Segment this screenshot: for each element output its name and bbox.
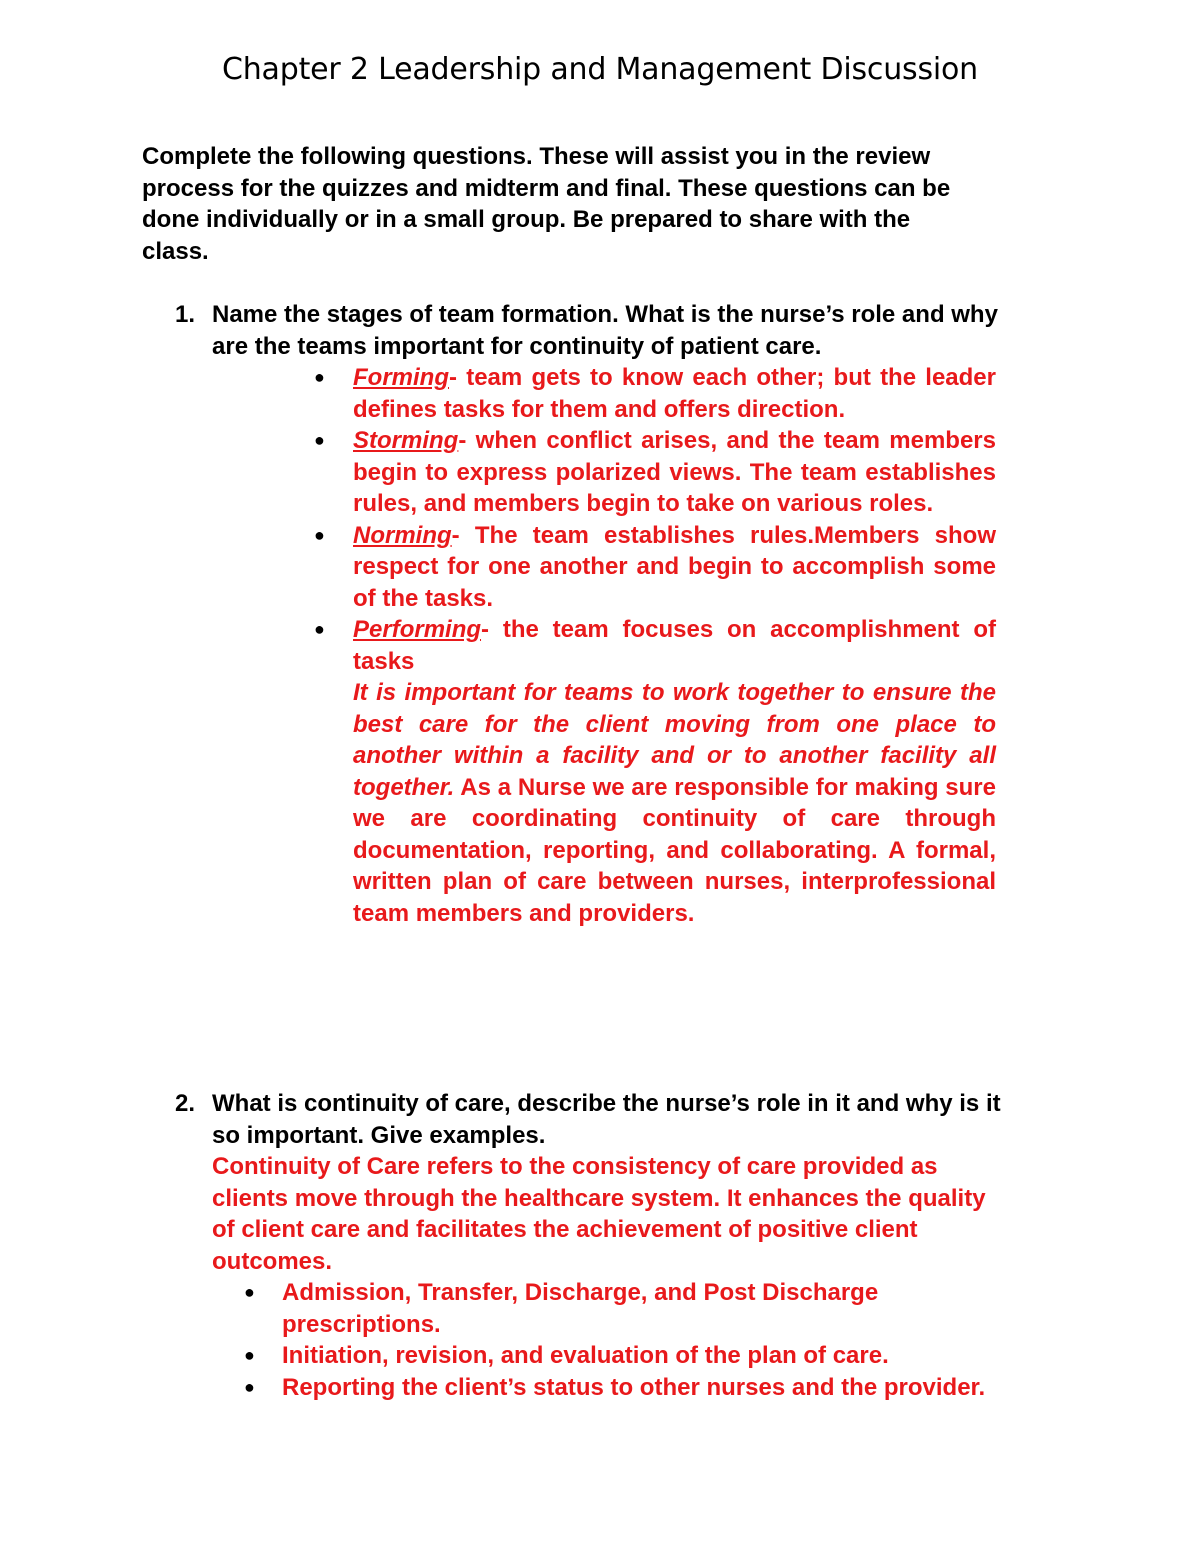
example-text: Reporting the client’s status to other nurses and the provider. — [282, 1373, 986, 1401]
list-item — [314, 614, 996, 929]
stage-term: Forming — [353, 364, 449, 391]
list-item — [314, 520, 996, 615]
list-item — [244, 1277, 1002, 1340]
example-text: Admission, Transfer, Discharge, and Post Discharge prescriptions. — [282, 1279, 879, 1338]
list-item — [244, 1372, 1002, 1404]
stage-term: Norming — [353, 521, 452, 549]
bullet-dot-icon: ● — [244, 1376, 255, 1397]
question-number: 2. — [175, 1090, 196, 1117]
stage-description: - The team establishes rules.Members show respect for one another and begin to accomplish some of the tasks. — [353, 521, 996, 612]
list-item — [244, 1340, 1002, 1372]
question-text: Name the stages of team formation. What is the nurse’s role and why are the teams important for continuity of patient care. — [212, 301, 998, 360]
question-1 — [142, 299, 1002, 929]
list-item — [314, 425, 996, 520]
team-stages-list — [142, 362, 1002, 929]
bullet-dot-icon: ● — [314, 430, 325, 450]
list-item — [314, 362, 996, 425]
importance-italic: It is important for teams to work together to ensure the best care for the client moving from one place to another within a facility and or to another facility all together. — [353, 679, 996, 801]
examples-list — [142, 1277, 1002, 1403]
bullet-dot-icon: ● — [314, 619, 325, 639]
stage-term: Storming — [353, 427, 459, 454]
stage-term: Performing — [353, 616, 482, 643]
stage-description: - when conflict arises, and the team members begin to express polarized views. The team establishes rules, and members begin to take on various roles. — [353, 427, 996, 517]
example-text: Initiation, revision, and evaluation of the plan of care. — [282, 1342, 889, 1369]
bullet-dot-icon: ● — [314, 524, 325, 545]
question-text: What is continuity of care, describe the nurse’s role in it and why is it so important. Give examples. — [212, 1090, 1001, 1149]
question-2 — [142, 1088, 1002, 1403]
intro-paragraph: Complete the following questions. These will assist you in the review process for the quizzes and midterm and final. These questions can be done individually or in a small group. Be prepared to share with the class. — [142, 143, 951, 265]
stage-description: - team gets to know each other; but the leader defines tasks for them and offers direction. — [353, 364, 996, 423]
importance-text: As a Nurse we are responsible for making sure we are coordinating continuity of care through documentation, reporting, and collaborating. A formal, written plan of care between nurses, interprofessional team members and providers. — [353, 773, 996, 927]
question-number: 1. — [175, 301, 196, 328]
answer-paragraph: Continuity of Care refers to the consistency of care provided as clients move through the healthcare system. It enhances the quality of client care and facilitates the achievement of positive client outcomes. — [212, 1153, 986, 1275]
bullet-dot-icon: ● — [244, 1345, 255, 1365]
bullet-dot-icon: ● — [244, 1282, 255, 1302]
stage-description: - the team focuses on accomplishment of tasks — [353, 616, 996, 675]
bullet-dot-icon: ● — [314, 367, 325, 387]
importance-paragraph — [353, 677, 996, 929]
page-title: Chapter 2 Leadership and Management Discussion — [222, 52, 978, 87]
